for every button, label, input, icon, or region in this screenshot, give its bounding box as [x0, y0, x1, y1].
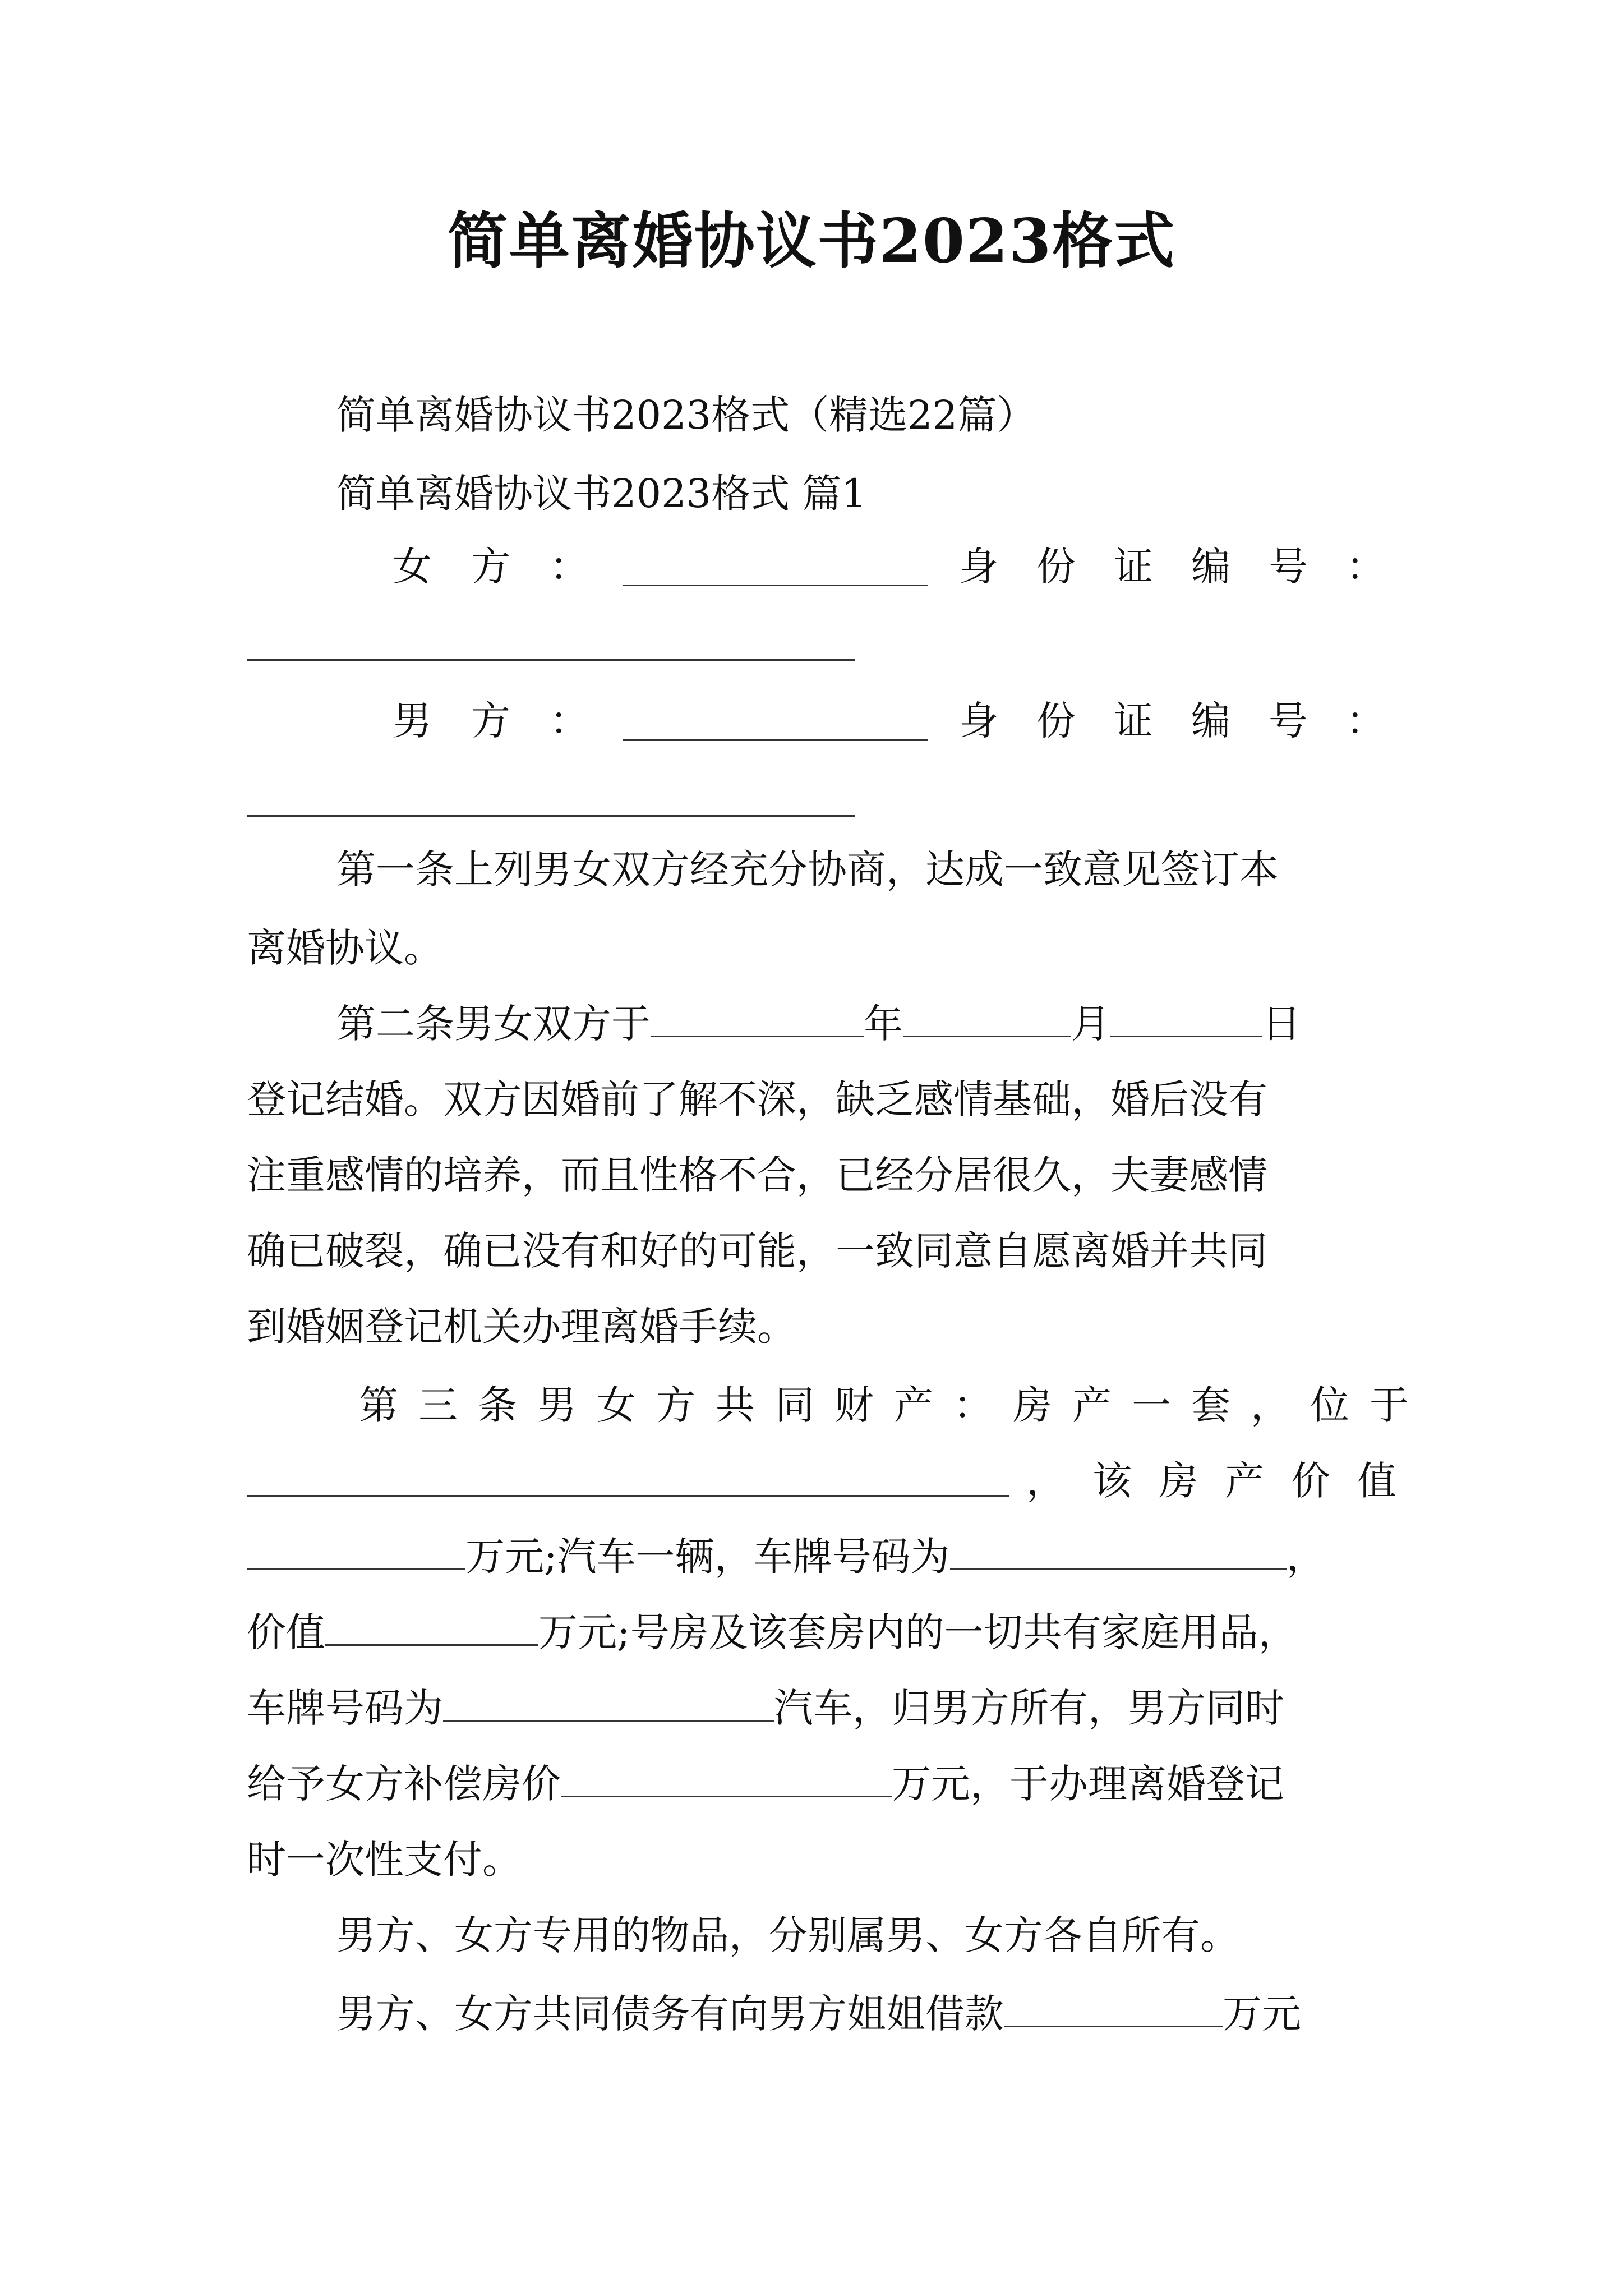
article3-line3 — [247, 1529, 1326, 1585]
car-comma: ， — [1286, 1534, 1326, 1580]
car-owner-text: 汽车，归男方所有，男方同时 — [774, 1685, 1284, 1731]
debt-prefix: 男方、女方共同债务有向男方姐姐借款 — [336, 1991, 1004, 2037]
article1-line2: 离婚协议。 — [247, 925, 443, 971]
article2-line5: 到婚姻登记机关办理离婚手续。 — [247, 1304, 796, 1350]
article3-line1: 第三条男女方共同财产：房产一套，位于 — [359, 1382, 1429, 1428]
male-id-label: 身份证编号： — [959, 698, 1423, 744]
payment-text: 万元，于办理离婚登记 — [892, 1761, 1284, 1807]
article2-month: 月 — [1071, 1001, 1110, 1047]
marriage-month-blank — [903, 996, 1071, 1037]
male-party-label: 男方： — [393, 698, 628, 744]
price-label: 价值 — [247, 1609, 325, 1655]
property-location-blank — [247, 1495, 1009, 1497]
male-id-blank — [247, 815, 855, 817]
household-text: 万元;号房及该套房内的一切共有家庭用品， — [538, 1609, 1298, 1655]
debt-amount-blank — [1004, 1986, 1223, 2027]
document-subtitle: 简单离婚协议书2023格式（精选22篇） — [336, 392, 1036, 438]
personal-items: 男方、女方专用的物品，分别属男、女方各自所有。 — [336, 1912, 1239, 1958]
female-party-label: 女方： — [393, 544, 628, 590]
car-plate-blank — [950, 1529, 1287, 1570]
property-value-blank — [247, 1529, 465, 1570]
marriage-year-blank — [651, 996, 864, 1037]
article2-line1 — [336, 996, 1301, 1052]
article3-line4 — [247, 1604, 1298, 1660]
article3-line6 — [247, 1756, 1284, 1812]
marriage-day-blank — [1110, 996, 1262, 1037]
male-name-blank — [623, 739, 928, 741]
car-value-blank — [325, 1605, 538, 1646]
plate-label: 车牌号码为 — [247, 1685, 443, 1731]
female-name-blank — [623, 585, 928, 586]
article2-prefix: 第二条男女双方于 — [336, 1001, 651, 1047]
debt-line — [336, 1986, 1301, 2042]
page-title: 简单离婚协议书2023格式 — [447, 206, 1176, 277]
section-heading: 简单离婚协议书2023格式 篇1 — [336, 471, 866, 517]
car-text: 万元;汽车一辆，车牌号码为 — [465, 1534, 950, 1580]
article1-line1: 第一条上列男女双方经充分协商，达成一致意见签订本 — [336, 846, 1279, 892]
female-id-label: 身份证编号： — [959, 544, 1423, 590]
second-plate-blank — [443, 1681, 774, 1722]
article3-line7: 时一次性支付。 — [247, 1837, 522, 1883]
article2-year: 年 — [864, 1001, 903, 1047]
female-id-blank — [247, 659, 855, 661]
article2-line3: 注重感情的培养，而且性格不合，已经分居很久，夫妻感情 — [247, 1152, 1267, 1198]
compensation-blank — [561, 1756, 892, 1797]
debt-suffix: 万元 — [1223, 1991, 1301, 2037]
article2-line4: 确已破裂，确已没有和好的可能，一致同意自愿离婚并共同 — [247, 1228, 1267, 1274]
article2-day: 日 — [1262, 1001, 1301, 1047]
property-value-label: ，该房产价值 — [1026, 1458, 1423, 1504]
article2-line2: 登记结婚。双方因婚前了解不深，缺乏感情基础，婚后没有 — [247, 1076, 1267, 1122]
compensation-label: 给予女方补偿房价 — [247, 1761, 561, 1807]
article3-line5 — [247, 1680, 1284, 1736]
